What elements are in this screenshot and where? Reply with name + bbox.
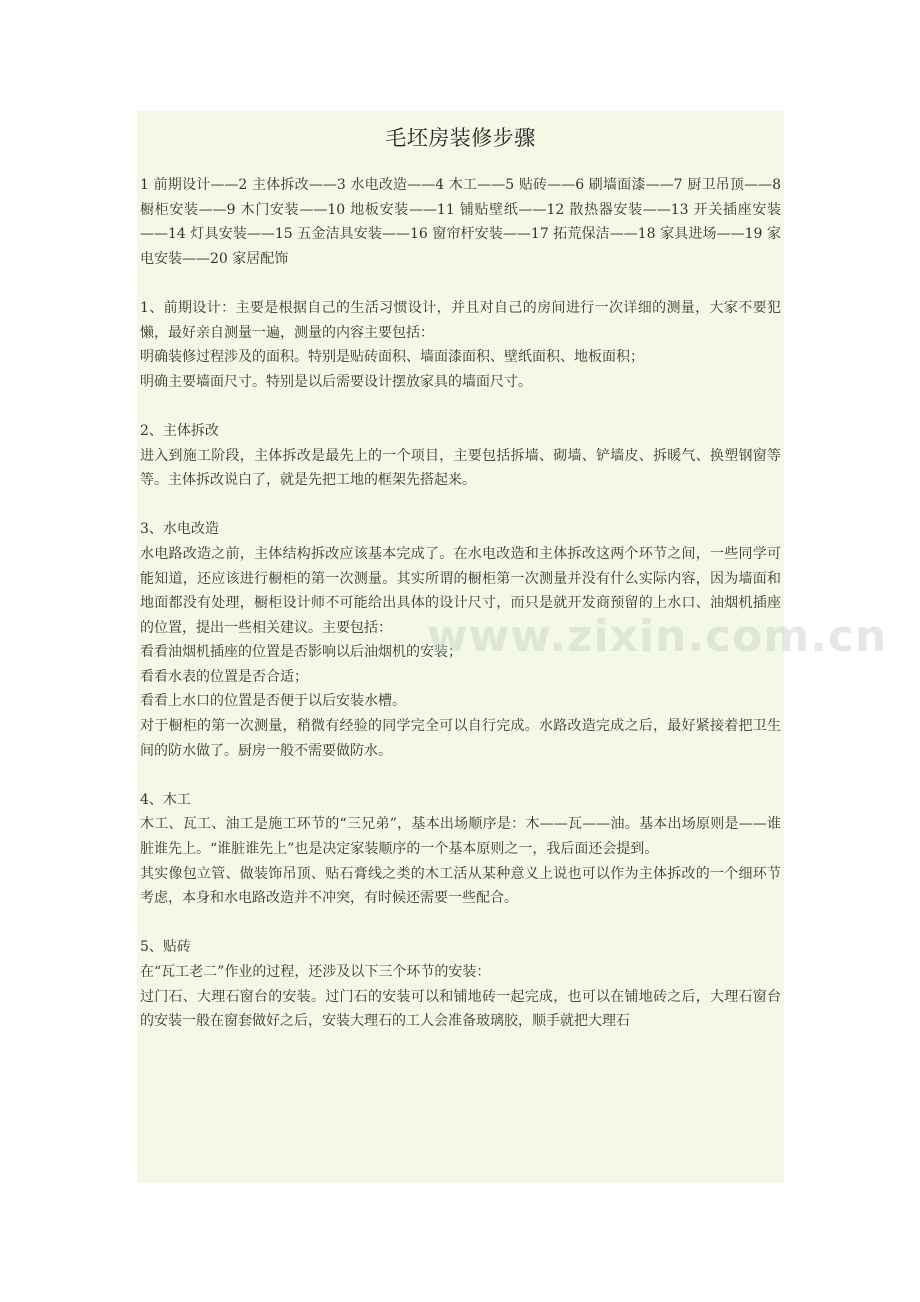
document-page	[137, 111, 888, 1183]
paragraph-gap	[140, 763, 781, 788]
section-paragraph: 在“瓦工老二”作业的过程，还涉及以下三个环节的安装：	[140, 964, 491, 980]
section-paragraph: 看看水表的位置是否合适；	[140, 668, 308, 685]
section-design	[140, 296, 781, 394]
section-heading: 3、水电改造	[140, 521, 219, 538]
section-paragraph: 木工、瓦工、油工是施工环节的“三兄弟”，基本出场顺序是：木——瓦——油。基本出场原则是——谁脏谁先上。“谁脏谁先上”也是决定家装顺序的一个基本原则之一，我后面还会提到。	[140, 816, 781, 858]
section-paragraph: 过门石、大理石窗台的安装。过门石的安装可以和铺地砖一起完成，也可以在铺地砖之后，大理石窗台的安装一般在窗套做好之后，安装大理石的工人会准备玻璃胶，顺手就把大理石	[140, 988, 781, 1030]
paragraph-gap	[140, 493, 781, 518]
section-paragraph: 明确主要墙面尺寸。特别是以后需要设计摆放家具的墙面尺寸。	[140, 373, 532, 390]
section-demolition	[140, 419, 781, 493]
watermark: www.zixin.com.cn	[427, 611, 888, 662]
section-paragraph: 其实像包立管、做装饰吊顶、贴石膏线之类的木工活从某种意义上说也可以作为主体拆改的一个细环节考虑，本身和水电路改造并不冲突，有时候还需要一些配合。	[140, 865, 781, 907]
paragraph-gap	[140, 394, 781, 419]
section-paragraph: 水电路改造之前，主体结构拆改应该基本完成了。在水电改造和主体拆改这两个环节之间，一些同学可能知道，还应该进行橱柜的第一次测量。其实所谓的橱柜第一次测量并没有什么实际内容，因为墙面和地面都没有处理，橱柜设计师不可能给出具体的设计尺寸，而只是就开发商预留的上水口、油烟机插座的位置，提出一些相关建议。主要包括：	[140, 545, 781, 636]
section-paragraph: 明确装修过程涉及的面积。特别是贴砖面积、墙面漆面积、壁纸面积、地板面积；	[140, 349, 644, 366]
paragraph-gap	[140, 911, 781, 936]
section-heading: 5、贴砖	[140, 939, 191, 956]
section-plumbing-electric	[140, 517, 781, 763]
overview-paragraph: 1 前期设计——2 主体拆改——3 水电改造——4 木工——5 贴砖——6 刷墙面漆——7 厨卫吊顶——8 橱柜安装——9 木门安装——10 地板安装——11 铺贴壁纸——12 散热器安装——13 开关插座安装——14 灯具安装——15 五金洁具安装——16 窗帘杆安装——17 拓荒保洁——18 家具进场——19 家电安装——20 家居配饰	[140, 177, 781, 267]
paragraph-gap	[140, 271, 781, 296]
section-paragraph: 看看上水口的位置是否便于以后安装水槽。	[140, 693, 406, 710]
section-carpentry	[140, 788, 781, 911]
section-paragraph: 1、前期设计：主要是根据自己的生活习惯设计，并且对自己的房间进行一次详细的测量，大家不要犯懒，最好亲自测量一遍，测量的内容主要包括：	[140, 299, 781, 341]
section-paragraph: 进入到施工阶段，主体拆改是最先上的一个项目，主要包括拆墙、砌墙、铲墙皮、拆暖气、换塑钢窗等等。主体拆改说白了，就是先把工地的框架先搭起来。	[140, 447, 781, 489]
section-tiling	[140, 935, 781, 1033]
section-paragraph: 对于橱柜的第一次测量，稍微有经验的同学完全可以自行完成。水路改造完成之后，最好紧接着把卫生间的防水做了。厨房一般不需要做防水。	[140, 718, 781, 759]
document-title: 毛坯房装修步骤	[385, 126, 536, 150]
section-heading: 4、木工	[140, 791, 191, 808]
section-paragraph: 看看油烟机插座的位置是否影响以后油烟机的安装；	[140, 644, 462, 661]
section-heading: 2、主体拆改	[140, 422, 219, 439]
